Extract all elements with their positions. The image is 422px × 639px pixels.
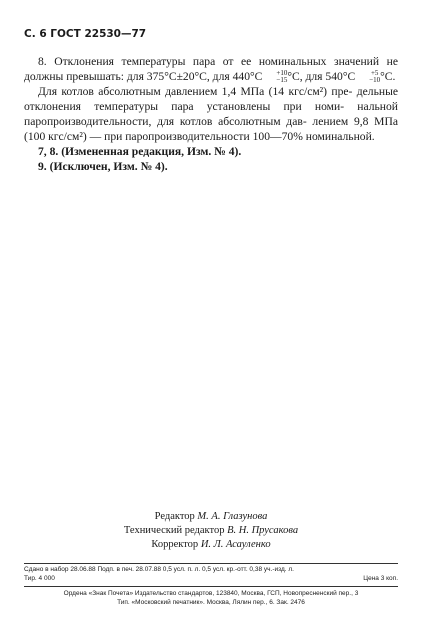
imprint-block: Ордена «Знак Почета» Издательство стандартов, 123840, Москва, ГСП, Новопресненский пер., 3 Тип. «Московский печатник». Москва, Лялин пер., 6. Зак. 2476 — [63, 590, 359, 606]
divider-top — [24, 563, 398, 564]
note-excluded: 9. (Исключен, Изм. № 4). — [38, 160, 168, 174]
credit-editor: Редактор М. А. Глазунова — [154, 511, 268, 522]
body-text — [24, 54, 398, 174]
credit-tech-editor: Технический редактор В. Н. Прусакова — [123, 525, 299, 536]
page-header: С. 6 ГОСТ 22530—77 — [24, 28, 147, 40]
paragraph-pressure: Для котлов абсолютным давлением 1,4 МПа (14 кгс/см²) пре- дельные отклонения температуры пара установлены при номи- нальной паропроизводительности, для котлов абсолютным дав- лением 9,8 МПа (100 кгс/см²) — при паропроизводительности 100—70% номинальной. — [24, 85, 399, 144]
publication-info: Сдано в набор 28.06.88 Подп. в печ. 28.07.88 0,5 усл. п. л. 0,5 усл. кр.-отт. 0,38 уч.-изд. л. Тир. 4 000 Цена 3 коп. — [24, 566, 398, 582]
credit-corrector: Корректор И. Л. Асауленко — [151, 539, 271, 550]
tolerance-540: +5 −10 — [369, 69, 381, 85]
note-amended: 7, 8. (Измененная редакция, Изм. № 4). — [38, 145, 242, 159]
paragraph-8: 8. Отклонения температуры пара от ее номинальных значений не должны превышать: для 375°С±20°С, для 440°С +10 −15 °С, для 540°С +5 −10 °С. — [24, 55, 398, 85]
credits-block — [0, 510, 422, 552]
tolerance-440: +10 −15 — [276, 69, 288, 85]
divider-bottom — [24, 586, 398, 587]
